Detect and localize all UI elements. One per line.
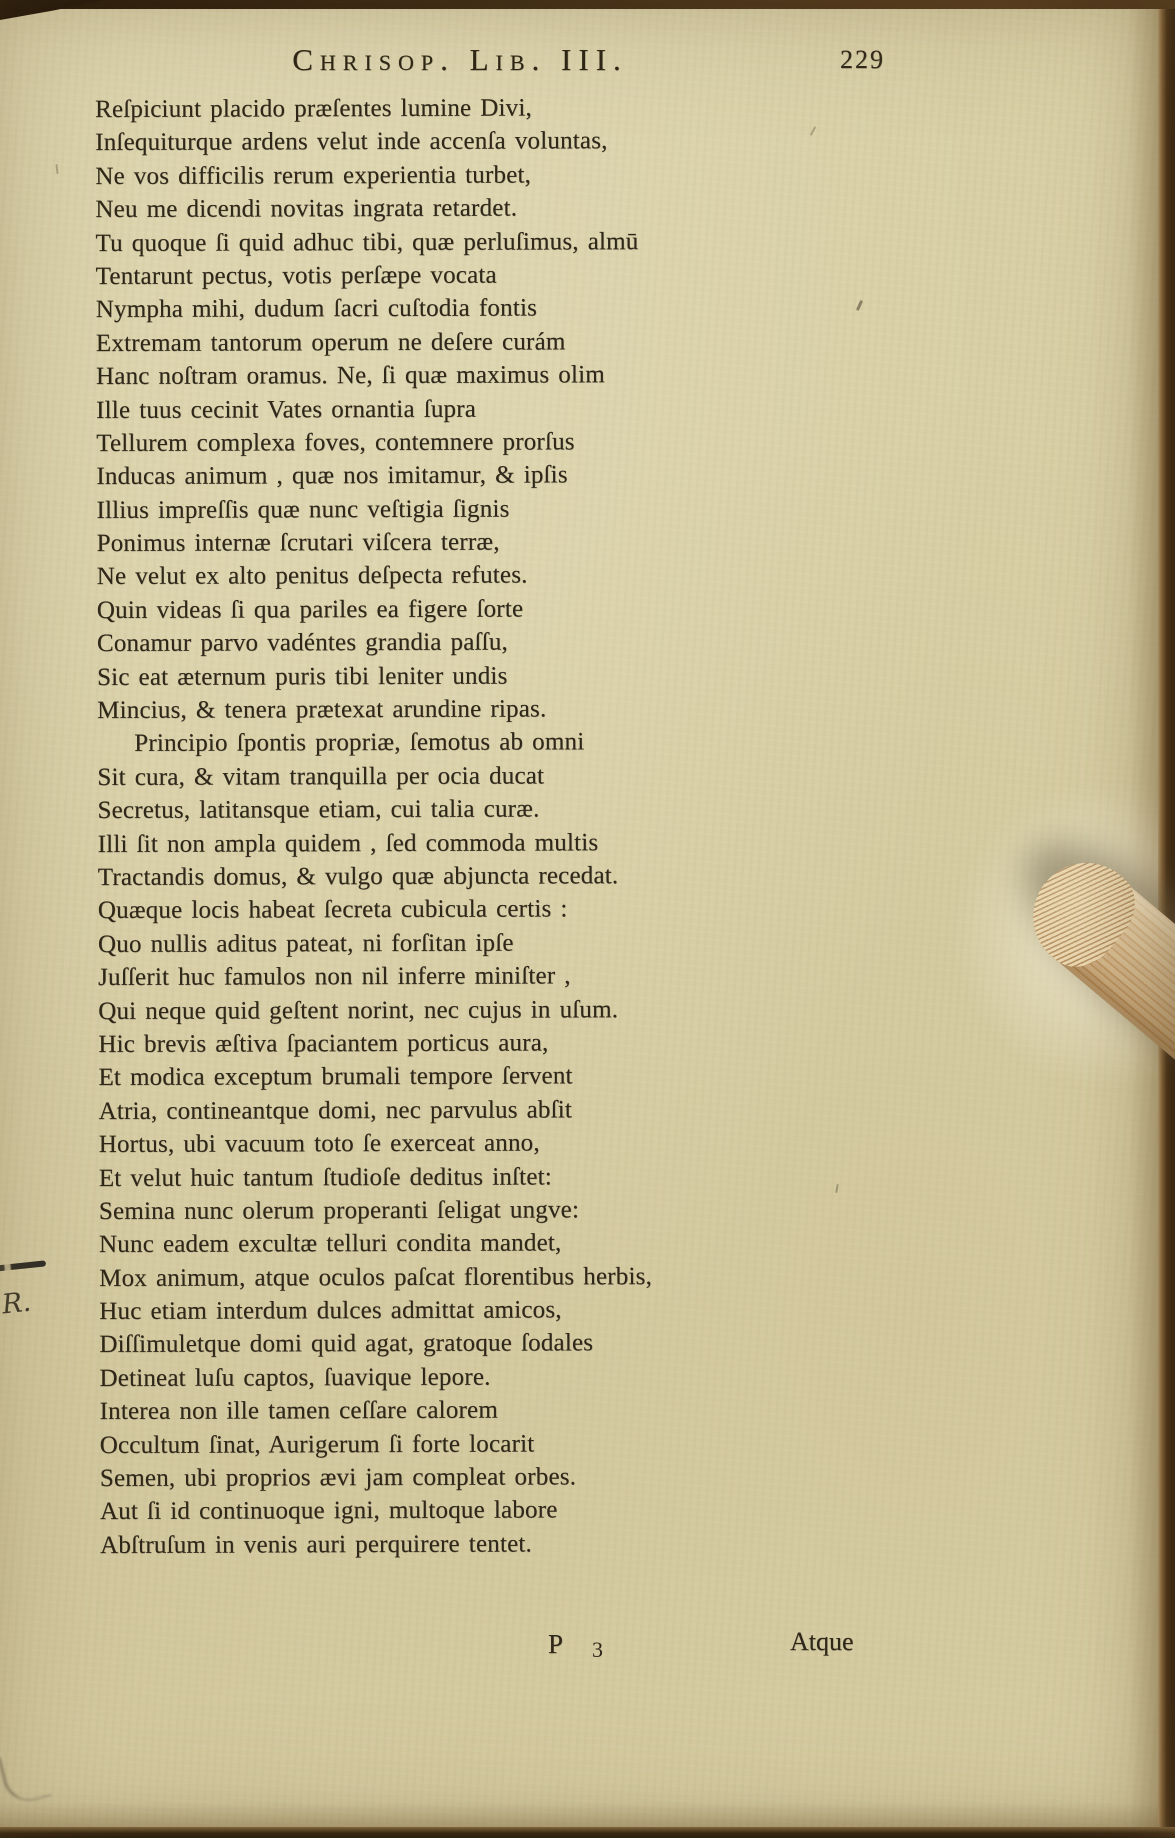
poem-line: Atria, contineantque domi, nec parvulus abſit bbox=[98, 1096, 573, 1125]
signature-number: 3 bbox=[592, 1637, 603, 1662]
poem-line: Sic eat æternum puris tibi leniter undis bbox=[96, 662, 508, 691]
poem-line: Conamur parvo vadéntes grandia paſſu, bbox=[96, 628, 508, 658]
poem-line: Aut ſi id continuoque igni, multoque labore bbox=[99, 1496, 558, 1526]
poem-line: Hortus, ubi vacuum toto ſe exerceat anno, bbox=[98, 1129, 540, 1159]
poem-line: Ille tuus cecinit Vates ornantia ſupra bbox=[96, 395, 477, 424]
poem-line: Et velut huic tantum ſtudioſe deditus inſtet: bbox=[98, 1162, 552, 1192]
poem-line: Semen, ubi proprios ævi jam compleat orbes. bbox=[99, 1463, 577, 1493]
poem-line: Sit cura, & vitam tranquilla per ocia ducat bbox=[97, 762, 545, 791]
poem-line: Illius impreſſis quæ nunc veſtigia ſignis bbox=[96, 495, 510, 524]
book-corner bbox=[0, 0, 104, 20]
poem-line: Occultum ſinat, Aurigerum ſi forte locarit bbox=[99, 1430, 535, 1459]
poem-line: Tellurem complexa foves, contemnere prorſus bbox=[96, 428, 575, 457]
paper-smudge bbox=[0, 1748, 51, 1807]
poem-line: Hic brevis æſtiva ſpaciantem porticus aura, bbox=[98, 1029, 549, 1058]
poem-line: Inducas animum , quæ nos imitamur, & ipſis bbox=[96, 461, 568, 491]
poem-line: Quin videas ſi qua pariles ea figere ſorte bbox=[96, 595, 524, 624]
poem-line: Mincius, & tenera prætexat arundine ripas. bbox=[97, 695, 547, 725]
poem-line: Diſſimuletque domi quid agat, gratoque ſodales bbox=[99, 1329, 594, 1359]
poem-line: Extremam tantorum operum ne deſere curám bbox=[95, 328, 566, 357]
poem-line: Reſpiciunt placido præſentes lumine Divi, bbox=[95, 94, 532, 123]
poem-text-block bbox=[95, 90, 920, 1562]
poem-line: Semina nunc olerum properanti ſeligat ungve: bbox=[98, 1196, 580, 1225]
poem-line: Huc etiam interdum dulces admittat amicos, bbox=[99, 1296, 562, 1326]
poem-line: Tu quoque ſi quid adhuc tibi, quæ perluſimus, almū bbox=[95, 227, 639, 257]
poem-line: Hanc noſtram oramus. Ne, ſi quæ maximus olim bbox=[95, 361, 605, 391]
poem-line: Tractandis domus, & vulgo quæ abjuncta recedat. bbox=[97, 862, 619, 891]
paper-speck bbox=[55, 164, 58, 174]
poem-line: Ne vos difficilis rerum experientia turbet, bbox=[95, 161, 532, 190]
catchword: Atque bbox=[790, 1627, 854, 1656]
poem-line: Mox animum, atque oculos paſcat florentibus herbis, bbox=[99, 1262, 653, 1292]
poem-line: Quæque locis habeat ſecreta cubicula certis : bbox=[97, 895, 568, 925]
signature-mark: P bbox=[548, 1629, 564, 1659]
poem-line: Qui neque quid geſtent norint, nec cujus in uſum. bbox=[98, 995, 619, 1025]
poem-line: Ponimus internæ ſcrutari viſcera terræ, bbox=[96, 528, 500, 558]
poem-line: Neu me dicendi novitas ingrata retardet. bbox=[95, 194, 518, 224]
page-number: 229 bbox=[840, 45, 885, 74]
book-bottom-edge bbox=[0, 1827, 1175, 1838]
poem-line: Illi ſit non ampla quidem , ſed commoda multis bbox=[97, 828, 599, 858]
poem-line: Quo nullis aditus pateat, ni forſitan ipſe bbox=[97, 929, 514, 958]
poem-line: Juſſerit huc famulos non nil inferre miniſter , bbox=[98, 962, 571, 992]
poem-line: Et modica exceptum brumali tempore ſervent bbox=[98, 1062, 573, 1092]
poem-line: Detineat luſu captos, ſuavique lepore. bbox=[99, 1363, 491, 1392]
margin-dash-mark bbox=[0, 1260, 46, 1271]
poem-line: Interea non ille tamen ceſſare calorem bbox=[99, 1396, 499, 1426]
page-bottom-shade bbox=[0, 1802, 1175, 1828]
poem-line: Ne velut ex alto penitus deſpecta refutes. bbox=[96, 561, 528, 591]
poem-line: Inſequiturque ardens velut inde accenſa voluntas, bbox=[95, 127, 608, 157]
poem-line: Nympha mihi, dudum ſacri cuſtodia fontis bbox=[95, 294, 538, 324]
running-header: Chrisop. Lib. III. bbox=[292, 42, 628, 77]
poem-line: Abſtruſum in venis auri perquirere tentet. bbox=[100, 1530, 533, 1559]
poem-line: Tentarunt pectus, votis perſæpe vocata bbox=[95, 261, 497, 290]
poem-line: Nunc eadem excultæ telluri condita mandet, bbox=[98, 1229, 562, 1259]
poem-line: Principio ſpontis propriæ, ſemotus ab omni bbox=[134, 728, 585, 758]
margin-annotation: R. bbox=[0, 1286, 33, 1321]
poem-line: Secretus, latitansque etiam, cui talia curæ. bbox=[97, 795, 540, 825]
book-top-edge bbox=[0, 0, 1175, 9]
